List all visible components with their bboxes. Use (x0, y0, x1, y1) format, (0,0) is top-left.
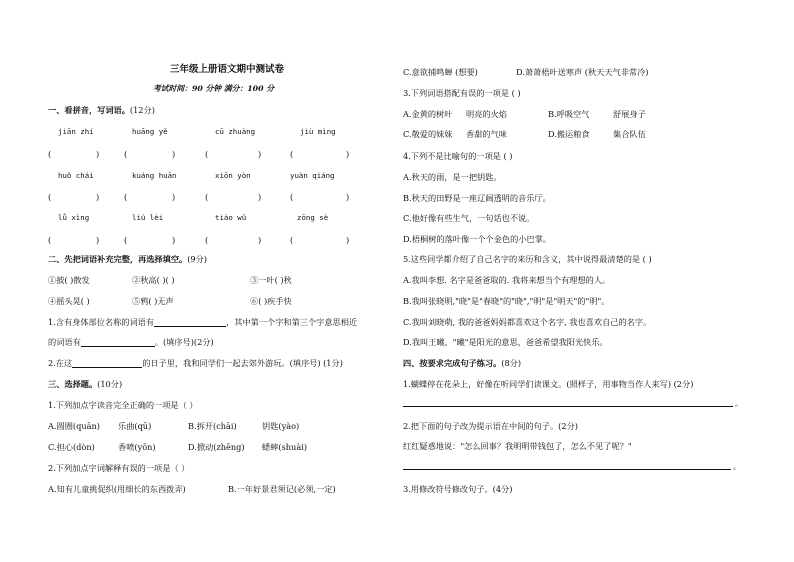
question-5: 5.这些同学都介绍了自己名字的来历和含义，其中说得最清楚的是 ( ) (403, 254, 652, 264)
paren-open: ( (205, 235, 209, 245)
option-item: D.萧萧梧叶送寒声 (秋天天气非常冷) (516, 67, 649, 77)
option-item: D.搬运粮食 (548, 129, 590, 139)
q4-option-d: D.梧桐树的落叶像一个个金色的小巴掌。 (403, 234, 552, 244)
idiom-item: ③一叶( )秋 (250, 275, 292, 285)
idiom-item: ⑥( )疾手快 (250, 296, 292, 306)
option-item: 香喷(yōn) (118, 442, 156, 452)
paren-close: ) (258, 192, 262, 202)
section-4-title: 四、按要求完成句子练习。 (403, 358, 502, 368)
question-text: 2.在这 (48, 358, 73, 368)
section-1-heading (48, 104, 155, 116)
section-1-title: 一、看拼音，写词语。 (48, 105, 130, 115)
pinyin-item: kuáng huān (132, 171, 177, 180)
option-item: 乐曲(qū) (118, 421, 152, 431)
paren-close: ) (96, 235, 100, 245)
q5-option-d: D.我叫王曦，"曦"是阳光的意思，爸爸希望我阳光快乐。 (403, 337, 608, 347)
paren-close: ) (346, 192, 350, 202)
paren-close: ) (346, 235, 350, 245)
section-2-heading (48, 253, 207, 265)
q5-option-c: C.我叫刘晓萌, 我的爸爸妈妈都喜欢这个名字, 我也喜欢自己的名字。 (403, 317, 652, 327)
option-item: 香甜的气味 (466, 129, 507, 139)
option-item: A.圆圈(quān) (48, 421, 100, 431)
section-2-score: (9分) (187, 254, 207, 264)
paren-close: ) (172, 149, 176, 159)
s4-question-3: 3.用修改符号修改句子。(4分) (403, 484, 513, 494)
option-item: 钥匙(yào) (262, 421, 300, 431)
paren-open: ( (48, 235, 52, 245)
question-text: 1.含有身体部位名称的词语有 (48, 317, 155, 327)
pinyin-item: huǒ chái (58, 171, 94, 180)
s4-q2-answer-line[interactable] (403, 469, 731, 470)
option-item: 舒展身子 (613, 109, 646, 119)
s4-q1-answer-line[interactable] (403, 406, 733, 407)
section-4-score: (8分) (501, 358, 522, 368)
s3-question-2: 2.下列加点字词解释有误的一项是（ ） (48, 463, 190, 473)
option-item: B.一年好景君须记(必须,一定) (228, 484, 336, 494)
pinyin-item: zōng sè (297, 213, 329, 222)
paren-close: ) (96, 192, 100, 202)
pinyin-item: huāng yě (132, 127, 168, 136)
pinyin-item: yuàn qiáng (290, 171, 335, 180)
section-4-heading (403, 357, 521, 369)
idiom-item: ②秋高( )( ) (132, 275, 175, 285)
option-item: A.金黄的树叶 (403, 109, 453, 119)
paren-open: ( (290, 235, 294, 245)
paren-close: ) (172, 235, 176, 245)
section-3-heading (48, 378, 122, 390)
paren-open: ( (290, 192, 294, 202)
paren-open: ( (290, 149, 294, 159)
question-text: 的日子里，我和同学们一起去郊外游玩。(填序号) (1分) (142, 358, 343, 368)
s4-question-1: 1.蝴蝶停在花朵上，好像在听同学们读课文。(照样子，用事物当作人来写) (2分) (403, 379, 694, 389)
pinyin-item: tiào wǔ (215, 213, 247, 222)
option-item: C.意欲捕鸣蝉 (想要) (403, 67, 478, 77)
paren-open: ( (124, 192, 128, 202)
question-text: 。(填序号)(2分) (154, 337, 214, 347)
s4-question-2: 2.把下面的句子改为提示语在中间的句子。(2分) (403, 421, 578, 431)
q4-option-a: A.秋天的雨，是一把钥匙。 (403, 172, 502, 182)
option-item: B.拆开(chāi) (188, 421, 237, 431)
pinyin-item: jiān zhí (58, 127, 94, 136)
option-item: C.敬爱的妹妹 (403, 129, 453, 139)
paren-close: ) (258, 235, 262, 245)
q4-option-c: C.他好像有些生气，一句话也不说。 (403, 213, 535, 223)
option-item: 明亮的火焰 (466, 109, 507, 119)
question-text: 的词语有 (48, 337, 81, 347)
q5-option-b: B.我叫张晓明,"晓"是"春晓"的"晓","明"是"明天"的"明"。 (403, 296, 610, 306)
pinyin-item: xiōn yòn (215, 171, 251, 180)
paren-close: ) (258, 149, 262, 159)
exam-info: 考试时间：90 分钟 满分：100 分 (153, 84, 275, 93)
answer-blank[interactable] (81, 337, 155, 347)
section-1-score: (12分) (129, 105, 155, 115)
s2-question-1-line-2 (48, 336, 214, 348)
answer-blank[interactable] (72, 358, 142, 368)
pinyin-item: liú lèi (132, 213, 164, 222)
question-4: 4.下列不是比喻句的一项是 ( ) (403, 151, 513, 161)
paren-close: ) (96, 149, 100, 159)
idiom-item: ④摇头晃( ) (48, 296, 90, 306)
option-item: 蟋蟀(shuài) (262, 442, 308, 452)
option-item: B.呼吸空气 (548, 109, 590, 119)
paren-open: ( (124, 235, 128, 245)
pinyin-item: lǜ xìng (58, 213, 90, 222)
paren-open: ( (205, 149, 209, 159)
pinyin-item: cū zhuàng (215, 127, 256, 136)
s4-q2-source-sentence: 红红疑惑地说："怎么回事？我明明带钱包了，怎么不见了呢？" (403, 441, 632, 451)
paren-open: ( (124, 149, 128, 159)
paren-close: ) (346, 149, 350, 159)
q5-option-a: A.我叫李想. 名字是爸爸取的. 我将来想当个有理想的人。 (403, 275, 611, 285)
answer-blank[interactable] (154, 317, 226, 327)
section-2-title: 二、先把词语补充完整，再选择填空。 (48, 254, 188, 264)
s2-question-2 (48, 357, 343, 369)
section-3-title: 三、选择题。 (48, 379, 98, 389)
idiom-item: ①披( )散发 (48, 275, 90, 285)
paren-open: ( (48, 192, 52, 202)
q4-option-b: B.秋天的田野是一座辽阔透明的音乐厅。 (403, 193, 551, 203)
s4-q2-end-mark: 。 (733, 461, 742, 471)
option-item: D.掀动(zhēng) (188, 442, 245, 452)
idiom-item: ⑤鸦( )无声 (132, 296, 174, 306)
paren-open: ( (205, 192, 209, 202)
s4-q1-end-mark: 。 (735, 398, 744, 408)
option-item: 集合队伍 (613, 129, 646, 139)
question-text: ，其中第一个字和第三个字意思相近 (226, 317, 358, 327)
s3-question-1: 1.下列加点字读音完全正确的一项是（ ） (48, 400, 198, 410)
pinyin-item: jiù mìng (300, 127, 336, 136)
s2-question-1-line-1 (48, 316, 357, 328)
paren-close: ) (172, 192, 176, 202)
page-title: 三年级上册语文期中测试卷 (170, 64, 285, 75)
question-3: 3.下列词语搭配有误的一项是 ( ) (403, 88, 521, 98)
paren-open: ( (48, 149, 52, 159)
option-item: C.担心(dòn) (48, 442, 95, 452)
section-3-score: (10分) (97, 379, 123, 389)
option-item: A.知有儿童挑促织(用细长的东西拨弄) (48, 484, 186, 494)
